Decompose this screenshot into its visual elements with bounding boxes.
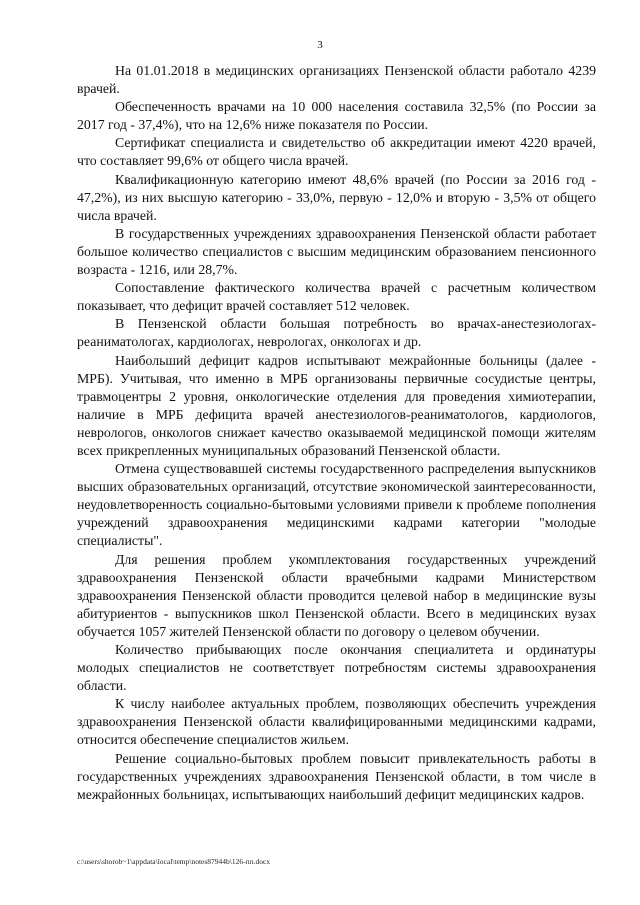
document-body bbox=[77, 62, 596, 804]
paragraph-certification: Сертификат специалиста и свидетельство об аккредитации имеют 4220 врачей, что составляет 99,6% от общего числа врачей. bbox=[77, 135, 596, 169]
paragraph-housing-problem: К числу наиболее актуальных проблем, позволяющих обеспечить учреждения здравоохранения Пензенской области квалифицированными медицинскими кадрами, относится обеспечение специалистов жильем. bbox=[77, 696, 596, 748]
paragraph-targeted-admission: Для решения проблем укомплектования государственных учреждений здравоохранения Пензенской области врачебными кадрами Министерством здравоохранения Пензенской области проводится целевой набор в медицинские вузы абитуриентов - выпускников школ Пензенской области. Всего в медицинских вузах обучается 1057 жителей Пензенской области по договору о целевом обучении. bbox=[77, 551, 596, 639]
paragraph-retirement-age: В государственных учреждениях здравоохранения Пензенской области работает большое количество специалистов с высшим медицинским образованием пенсионного возраста - 1216, или 28,7%. bbox=[77, 225, 596, 278]
paragraph-qualification-category: Квалификационную категорию имеют 48,6% врачей (по России за 2016 год - 47,2%), из них высшую категорию - 33,0%, первую - 12,0% и вторую - 3,5% от общего числа врачей. bbox=[77, 171, 596, 223]
paragraph-doctor-provision: Обеспеченность врачами на 10 000 населения составила 32,5% (по России за 2017 год - 37,4%), что на 12,6% ниже показателя по России. bbox=[77, 99, 596, 133]
page-number: 3 bbox=[317, 39, 323, 51]
paragraph-specialist-need: В Пензенской области большая потребность во врачах-анестезиологах-реаниматологах, кардиологах, неврологах, онкологах и др. bbox=[77, 316, 596, 350]
paragraph-interdistrict-hospitals: Наибольший дефицит кадров испытывают межрайонные больницы (далее - МРБ). Учитывая, что именно в МРБ организованы первичные сосудистые центры, травмоцентры 2 уровня, онкологические отделения для проведения химиотерапии, наличие в МРБ дефицита врачей анестезиологов-реаниматологов, кардиологов, неврологов, онкологов снижает качество оказываемой медицинской помощи жителям всех прикрепленных муниципальных образований Пензенской области. bbox=[77, 352, 596, 458]
paragraph-young-specialists: Количество прибывающих после окончания специалитета и ординатуры молодых специалистов не соответствует потребностям системы здравоохранения области. bbox=[77, 642, 596, 694]
paragraph-doctor-deficit: Сопоставление фактического количества врачей с расчетным количеством показывает, что дефицит врачей составляет 512 человек. bbox=[77, 280, 596, 314]
paragraph-graduate-distribution: Отмена существовавшей системы государственного распределения выпускников высших образовательных организаций, отсутствие экономической заинтересованности, неудовлетворенность социально-бытовыми условиями привели к проблеме пополнения учреждений здравоохранения медицинскими кадрами категории "молодые специалисты". bbox=[77, 461, 596, 549]
footer-file-path: c:\users\shorob~1\appdata\local\temp\notes87944b\126-пп.docx bbox=[77, 857, 271, 866]
paragraph-doctor-count: На 01.01.2018 в медицинских организациях Пензенской области работало 4239 врачей. bbox=[77, 63, 596, 97]
paragraph-social-solutions: Решение социально-бытовых проблем повысит привлекательность работы в государственных учреждениях здравоохранения Пензенской области, в том числе в межрайонных больницах, испытывающих наибольший дефицит медицинских кадров. bbox=[77, 750, 596, 802]
